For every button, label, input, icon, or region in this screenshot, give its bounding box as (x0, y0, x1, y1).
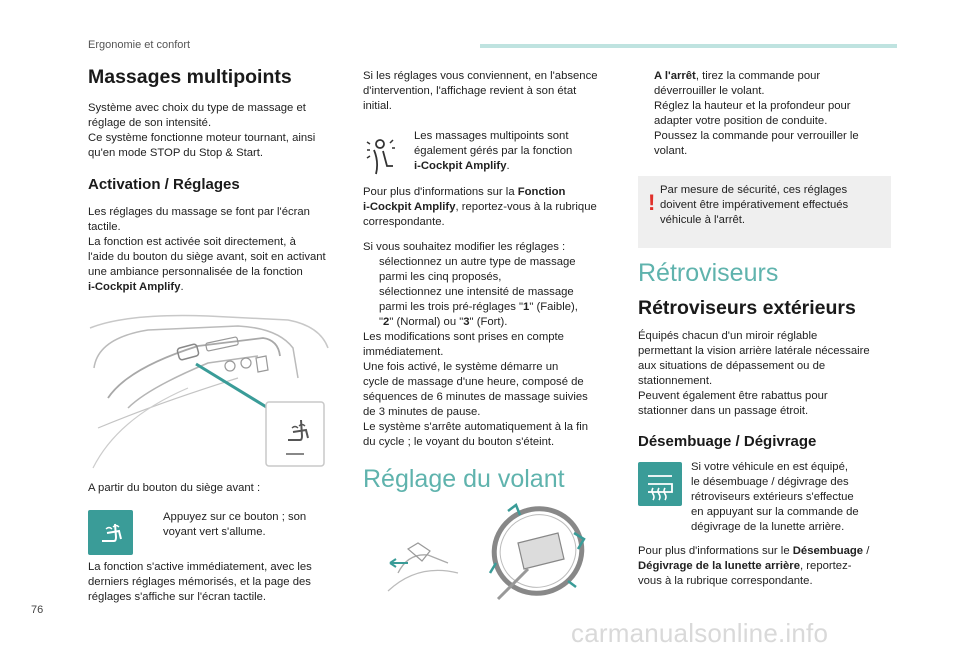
more-info-icockpit (363, 185, 628, 230)
text-line: permettant la vision arrière latérale nécessaire (638, 345, 870, 357)
text-line: Si votre véhicule en est équipé, (691, 461, 848, 473)
text-line (379, 300, 628, 315)
text-line: doivent être impérativement effectués (660, 199, 849, 211)
punct: . (506, 160, 510, 172)
text-line (638, 559, 903, 574)
title-retroviseurs: Rétroviseurs (638, 259, 779, 287)
text-line: l'aide du bouton du siège avant, soit en activant (88, 251, 326, 263)
level-2: 2 (383, 316, 390, 328)
text-line: une ambiance personnalisée de la fonction (88, 266, 303, 278)
header-bar (480, 44, 897, 48)
text-line (638, 544, 903, 559)
warning-note (638, 176, 891, 248)
text-line: Par mesure de sécurité, ces réglages (660, 184, 848, 196)
seat-massage-icon (88, 510, 133, 555)
text-line: le désembuage / dégivrage des (691, 476, 849, 488)
term-icockpit: i-Cockpit Amplify (363, 201, 456, 213)
text-line: également gérés par la fonction (414, 145, 573, 157)
volant-steps (638, 69, 898, 159)
modify-settings (363, 240, 628, 450)
icockpit-amplify-icon (363, 134, 401, 176)
text-line: du cycle ; le voyant du bouton s'éteint. (363, 436, 555, 448)
text-line: Système avec choix du type de massage et (88, 102, 306, 114)
text-line (379, 315, 628, 330)
text-line: sélectionnez un autre type de massage (379, 256, 576, 268)
text-line: aux situations de dépassement ou de (638, 360, 826, 372)
text-line: Les réglages du massage se font par l'écran (88, 206, 310, 218)
massage-button-icon (88, 510, 133, 555)
text-line: déverrouiller le volant. (654, 85, 765, 97)
text-line: La fonction s'active immédiatement, avec les (88, 561, 312, 573)
text-span: , reportez- (800, 560, 852, 572)
text-line: adapter votre position de conduite. (654, 115, 828, 127)
seat-button-illustration (88, 308, 334, 472)
text-span: , reportez-vous à la rubrique (455, 201, 597, 213)
heading-activation: Activation / Réglages (88, 176, 240, 193)
text-line: Les modifications sont prises en compte (363, 331, 564, 343)
activation-text (88, 205, 358, 295)
term-icockpit: i-Cockpit Amplify (88, 281, 181, 293)
text-line: vous à la rubrique correspondante. (638, 575, 813, 587)
text-line: Peuvent également être rabattus pour (638, 390, 828, 402)
title-massages: Massages multipoints (88, 66, 292, 88)
text-line: Si vous souhaitez modifier les réglages : (363, 241, 566, 253)
level-3: 3 (463, 316, 470, 328)
text-line: Les massages multipoints sont (414, 130, 569, 142)
text-line: derniers réglages mémorisés, et la page des (88, 576, 311, 588)
term-fonction: Fonction (517, 186, 566, 198)
text-line: Appuyez sur ce bouton ; son (163, 511, 307, 523)
text-line: réglage de son intensité. (88, 117, 212, 129)
text-line: parmi les cinq proposés, (379, 271, 502, 283)
text-span: " (379, 316, 384, 328)
settings-return (363, 69, 623, 114)
list-item (638, 129, 898, 159)
text-line (654, 69, 898, 84)
text-line: correspondante. (363, 216, 445, 228)
rear-defrost-button-icon (638, 462, 682, 506)
text-line: en appuyant sur la commande de (691, 506, 859, 518)
text-line: immédiatement. (363, 346, 444, 358)
list-item (638, 99, 898, 129)
text-line: Poussez la commande pour verrouiller le (654, 130, 859, 142)
list-item (363, 255, 628, 285)
text-line: Une fois activé, le système démarre un (363, 361, 559, 373)
text-line: initial. (363, 100, 392, 112)
text-line: séquences de 6 minutes de massage suivies (363, 391, 588, 403)
text-line: Si les réglages vous conviennent, en l'absence (363, 70, 598, 82)
term-desembuage: Désembuage (792, 545, 864, 557)
heading-desembuage: Désembuage / Dégivrage (638, 433, 817, 450)
text-line: volant. (654, 145, 688, 157)
rear-defrost-icon (638, 462, 682, 506)
page-number: 76 (31, 604, 44, 616)
text-line: sélectionnez une intensité de massage (379, 286, 574, 298)
text-span: " (Faible), (529, 301, 578, 313)
list-item (638, 69, 898, 99)
text-span: Pour plus d'informations sur le (638, 545, 793, 557)
text-line: d'intervention, l'affichage revient à son état (363, 85, 577, 97)
text-line: qu'en mode STOP du Stop & Start. (88, 147, 264, 159)
term-degivrage: Dégivrage de la lunette arrière (638, 560, 800, 572)
text-line (414, 159, 614, 174)
text-line: Équipés chacun d'un miroir réglable (638, 330, 818, 342)
text-span: " (Normal) ou " (389, 316, 464, 328)
warning-icon: ! (648, 190, 656, 215)
steering-wheel-illustration (378, 503, 610, 603)
text-line: stationner dans un passage étroit. (638, 405, 809, 417)
section-label: Ergonomie et confort (88, 39, 191, 51)
term-a-larret: A l'arrêt (654, 70, 696, 82)
text-line: véhicule à l'arrêt. (660, 214, 746, 226)
text-line: La fonction est activée soit directement, à (88, 236, 296, 248)
watermark: carmanualsonline.info (571, 618, 829, 648)
text-line: de 3 minutes de pause. (363, 406, 481, 418)
text-line: Réglez la hauteur et la profondeur pour (654, 100, 851, 112)
text-line: réglages s'affiche sur l'écran tactile. (88, 591, 267, 603)
more-info-desembuage (638, 544, 903, 589)
title-reglage-volant: Réglage du volant (363, 465, 565, 493)
text-line: dégivrage de la lunette arrière. (691, 521, 845, 533)
text-line: cycle de massage d'une heure, composé de (363, 376, 584, 388)
desembuage-description (691, 460, 891, 535)
info-icockpit (414, 129, 614, 174)
text-span: " (Fort). (469, 316, 508, 328)
text-line: stationnement. (638, 375, 713, 387)
text-line (88, 280, 358, 295)
text-line: Ce système fonctionne moteur tournant, ainsi (88, 132, 316, 144)
text-span: Pour plus d'informations sur la (363, 186, 518, 198)
text-span: parmi les trois pré-réglages " (379, 301, 524, 313)
title-retroviseurs-exterieurs: Rétroviseurs extérieurs (638, 297, 856, 319)
retro-description (638, 329, 903, 419)
text-line: voyant vert s'allume. (163, 526, 266, 538)
from-button-text: A partir du bouton du siège avant : (88, 482, 261, 494)
text-line: rétroviseurs extérieurs s'effectue (691, 491, 854, 503)
step-press-button (147, 510, 347, 540)
term-icockpit: i-Cockpit Amplify (414, 160, 507, 172)
list-item (363, 285, 628, 330)
text-span: / (863, 545, 870, 557)
punct: . (180, 281, 184, 293)
warning-text (660, 183, 888, 228)
text-line (363, 185, 628, 200)
text-span: , tirez la commande pour (695, 70, 821, 82)
level-1: 1 (523, 301, 530, 313)
massages-intro (88, 101, 348, 161)
text-line (363, 200, 628, 215)
text-line: tactile. (88, 221, 121, 233)
activation-result (88, 560, 358, 605)
text-line: Le système s'arrête automatiquement à la fin (363, 421, 589, 433)
